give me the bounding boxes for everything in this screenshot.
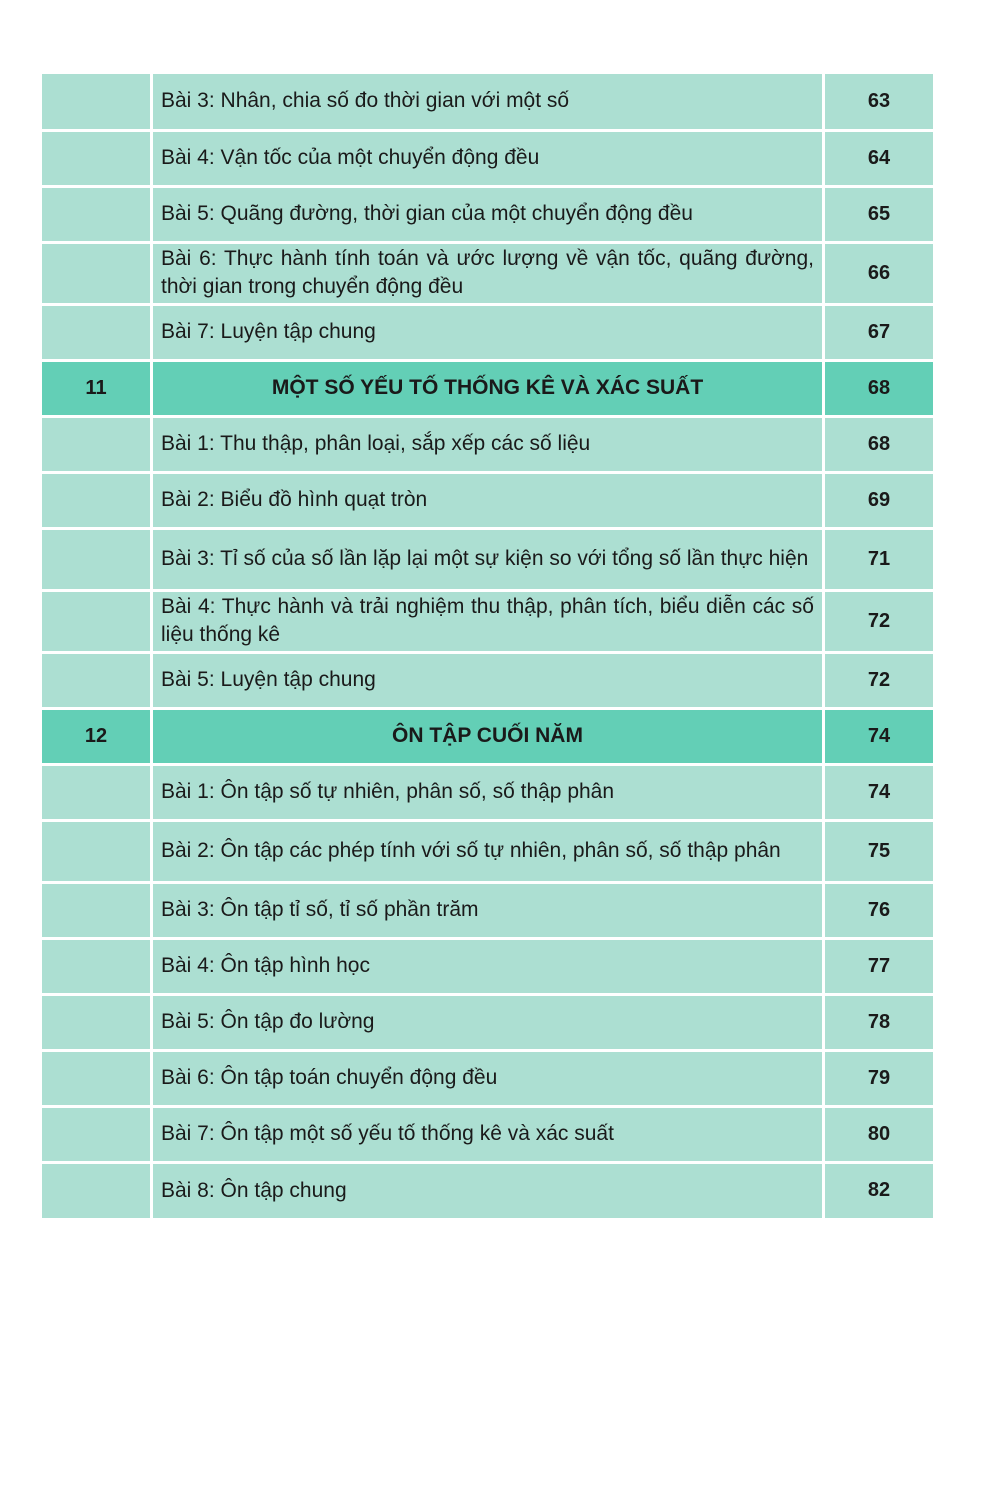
chapter-number	[42, 652, 152, 708]
chapter-number	[42, 304, 152, 360]
page-number: 76	[824, 882, 934, 938]
lesson-title: Bài 3: Nhân, chia số đo thời gian với một số	[152, 74, 824, 130]
toc-row	[42, 590, 933, 652]
chapter-number	[42, 130, 152, 186]
chapter-number	[42, 820, 152, 882]
lesson-title: Bài 4: Ôn tập hình học	[152, 938, 824, 994]
lesson-title: Bài 2: Biểu đồ hình quạt tròn	[152, 472, 824, 528]
toc-row	[42, 652, 933, 708]
chapter-number	[42, 1162, 152, 1218]
page-number: 64	[824, 130, 934, 186]
page-number: 69	[824, 472, 934, 528]
toc-row	[42, 472, 933, 528]
chapter-title: ÔN TẬP CUỐI NĂM	[152, 708, 824, 764]
lesson-title: Bài 5: Luyện tập chung	[152, 652, 824, 708]
chapter-row	[42, 708, 933, 764]
toc-row	[42, 938, 933, 994]
page-number: 75	[824, 820, 934, 882]
chapter-number	[42, 938, 152, 994]
chapter-number	[42, 416, 152, 472]
chapter-number	[42, 472, 152, 528]
chapter-number	[42, 1106, 152, 1162]
page-number: 71	[824, 528, 934, 590]
toc-row	[42, 242, 933, 304]
lesson-title: Bài 1: Ôn tập số tự nhiên, phân số, số thập phân	[152, 764, 824, 820]
lesson-title: Bài 4: Thực hành và trải nghiệm thu thập, phân tích, biểu diễn các số liệu thống kê	[152, 590, 824, 652]
toc-row	[42, 994, 933, 1050]
page-number: 66	[824, 242, 934, 304]
chapter-number: 12	[42, 708, 152, 764]
chapter-number	[42, 994, 152, 1050]
toc-row	[42, 74, 933, 130]
toc-row	[42, 1050, 933, 1106]
lesson-title: Bài 3: Ôn tập tỉ số, tỉ số phần trăm	[152, 882, 824, 938]
lesson-title: Bài 5: Ôn tập đo lường	[152, 994, 824, 1050]
lesson-title: Bài 6: Thực hành tính toán và ước lượng về vận tốc, quãng đường, thời gian trong chuyển động đều	[152, 242, 824, 304]
lesson-title: Bài 8: Ôn tập chung	[152, 1162, 824, 1218]
chapter-number	[42, 764, 152, 820]
page-number: 63	[824, 74, 934, 130]
page-number: 67	[824, 304, 934, 360]
page-number: 65	[824, 186, 934, 242]
chapter-number	[42, 186, 152, 242]
chapter-number: 11	[42, 360, 152, 416]
toc-row	[42, 882, 933, 938]
page-number: 74	[824, 764, 934, 820]
page-number: 82	[824, 1162, 934, 1218]
toc-row	[42, 528, 933, 590]
page-number: 68	[824, 416, 934, 472]
chapter-number	[42, 74, 152, 130]
toc-row	[42, 1162, 933, 1218]
chapter-number	[42, 590, 152, 652]
lesson-title: Bài 7: Luyện tập chung	[152, 304, 824, 360]
chapter-title: MỘT SỐ YẾU TỐ THỐNG KÊ VÀ XÁC SUẤT	[152, 360, 824, 416]
toc-row	[42, 130, 933, 186]
page-number: 80	[824, 1106, 934, 1162]
toc-row	[42, 304, 933, 360]
page-number: 78	[824, 994, 934, 1050]
lesson-title: Bài 6: Ôn tập toán chuyển động đều	[152, 1050, 824, 1106]
lesson-title: Bài 7: Ôn tập một số yếu tố thống kê và xác suất	[152, 1106, 824, 1162]
chapter-number	[42, 528, 152, 590]
chapter-row	[42, 360, 933, 416]
table-of-contents	[42, 74, 933, 1218]
page-number: 72	[824, 652, 934, 708]
toc-row	[42, 416, 933, 472]
toc-row	[42, 186, 933, 242]
chapter-number	[42, 882, 152, 938]
page-number: 74	[824, 708, 934, 764]
page-number: 72	[824, 590, 934, 652]
toc-row	[42, 820, 933, 882]
chapter-number	[42, 242, 152, 304]
page-number: 79	[824, 1050, 934, 1106]
page-number: 77	[824, 938, 934, 994]
lesson-title: Bài 2: Ôn tập các phép tính với số tự nhiên, phân số, số thập phân	[152, 820, 824, 882]
lesson-title: Bài 3: Tỉ số của số lần lặp lại một sự kiện so với tổng số lần thực hiện	[152, 528, 824, 590]
lesson-title: Bài 5: Quãng đường, thời gian của một chuyển động đều	[152, 186, 824, 242]
toc-row	[42, 1106, 933, 1162]
toc-row	[42, 764, 933, 820]
lesson-title: Bài 1: Thu thập, phân loại, sắp xếp các số liệu	[152, 416, 824, 472]
page-number: 68	[824, 360, 934, 416]
lesson-title: Bài 4: Vận tốc của một chuyển động đều	[152, 130, 824, 186]
chapter-number	[42, 1050, 152, 1106]
